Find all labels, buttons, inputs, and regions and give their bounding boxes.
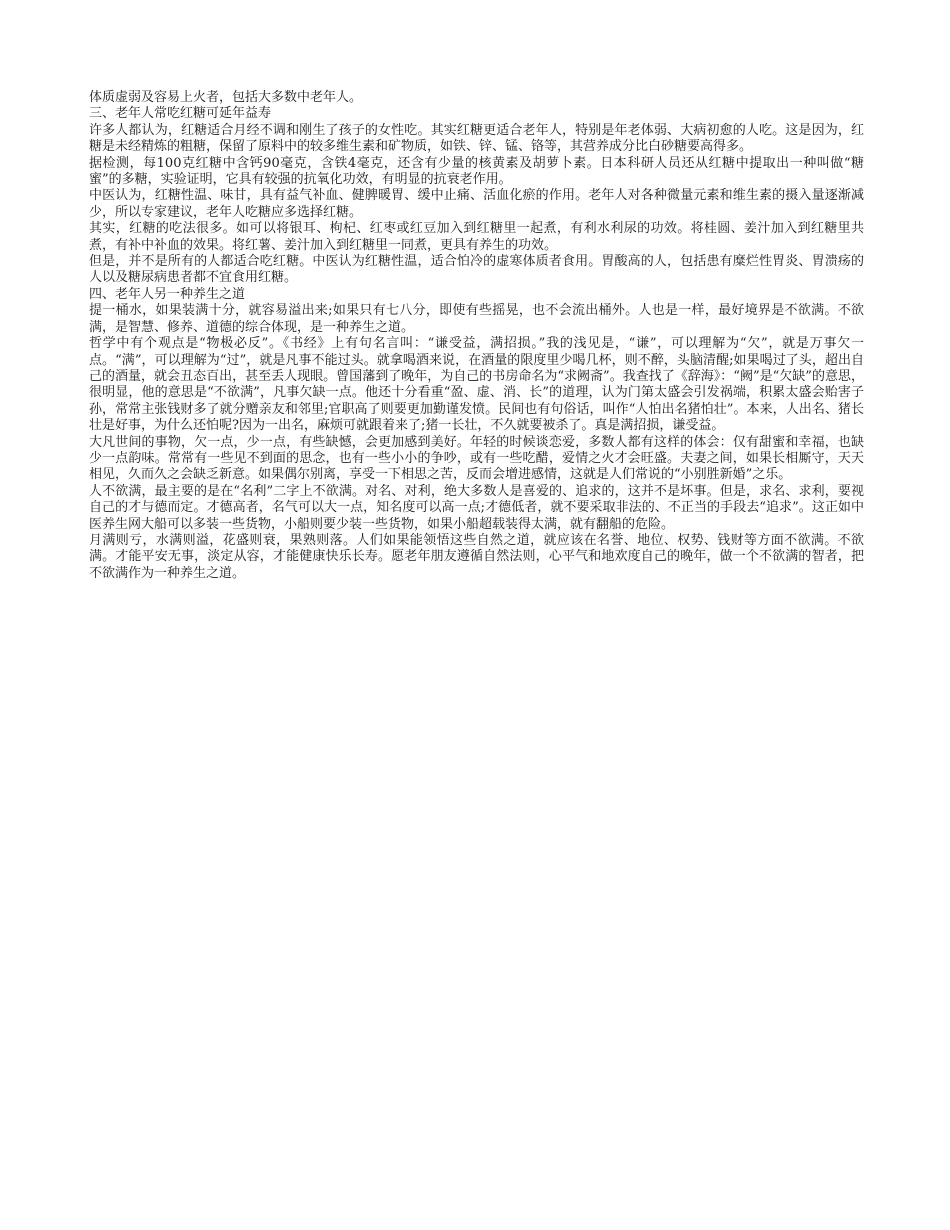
paragraph: 其实，红糖的吃法很多。如可以将银耳、枸杞、红枣或红豆加入到红糖里一起煮，有利水利尿的功效。将桂圆、姜汁加入到红糖里共煮，有补中补血的效果。将红薯、姜汁加入到红糖里一同煮，更具有养生的功效。 (89, 221, 864, 253)
section-heading: 三、老年人常吃红糖可延年益寿 (89, 106, 272, 122)
paragraph: 人不欲满，最主要的是在“名利”二字上不欲满。对名、对利，绝大多数人是喜爱的、追求的，这并不是坏事。但是，求名、求利，要视自己的才与德而定。才德高者，名气可以大一点，知名度可以高一点;才德低者，就不要采取非法的、不正当的手段去“追求”。这正如中医养生网大船可以多装一些货物，小船则要少装一些货物，如果小船超载装得太满，就有翻船的危险。 (89, 483, 864, 532)
paragraph: 中医认为，红糖性温、味甘，具有益气补血、健脾暖胃、缓中止痛、活血化瘀的作用。老年人对各种微量元素和维生素的摄入量逐渐减少，所以专家建议，老年人吃糖应多选择红糖。 (89, 188, 864, 220)
paragraph: 大凡世间的事物，欠一点，少一点，有些缺憾，会更加感到美好。年轻的时候谈恋爱，多数人都有这样的体会：仅有甜蜜和幸福，也缺少一点韵味。常常有一些见不到面的思念，也有一些小小的争吵，或有一些吃醋，爱情之火才会旺盛。夫妻之间，如果长相厮守，天天相见，久而久之会缺乏新意。如果偶尔别离，享受一下相思之苦，反而会增进感情，这就是人们常说的“小别胜新婚”之乐。 (89, 434, 864, 483)
section-heading: 四、老年人另一种养生之道 (89, 286, 246, 302)
paragraph: 但是，并不是所有的人都适合吃红糖。中医认为红糖性温，适合怕冷的虚寒体质者食用。胃酸高的人，包括患有糜烂性胃炎、胃溃疡的人以及糖尿病患者都不宜食用红糖。 (89, 254, 864, 286)
paragraph: 体质虚弱及容易上火者，包括大多数中老年人。 (89, 90, 363, 105)
paragraph: 据检测，每100克红糖中含钙90毫克，含铁4毫克，还含有少量的核黄素及胡萝卜素。日本科研人员还从红糖中提取出一种叫做“糖蜜”的多糖，实验证明，它具有较强的抗氧化功效，有明显的抗衰老作用。 (89, 155, 864, 188)
paragraph: 许多人都认为，红糖适合月经不调和刚生了孩子的女性吃。其实红糖更适合老年人，特别是年老体弱、大病初愈的人吃。这是因为，红糖是未经精炼的粗糖，保留了原料中的较多维生素和矿物质，如铁、锌、锰、铬等，其营养成分比白砂糖要高得多。 (89, 122, 864, 155)
paragraph: 哲学中有个观点是“物极必反”。《书经》上有句名言叫：“谦受益，满招损。”我的浅见是，“谦”，可以理解为“欠”，就是万事欠一点。“满”，可以理解为“过”，就是凡事不能过头。就拿喝酒来说，在酒量的限度里少喝几杯，则不醉，头脑清醒;如果喝过了头，超出自己的酒量，就会丑态百出，甚至丢人现眼。曾国藩到了晚年，为自己的书房命名为“求阙斋”。我查找了《辞海》：“阙”是“欠缺”的意思，很明显，他的意思是“不欲满”，凡事欠缺一点。他还十分看重“盈、虚、消、长”的道理，认为门第太盛会引发祸端，积累太盛会贻害子孙，常常主张钱财多了就分赠亲友和邻里;官职高了则要更加勤谨发愤。民间也有句俗话，叫作“人怕出名猪怕壮”。本来，人出名、猪长壮是好事，为什么还怕呢?因为一出名，麻烦可就跟着来了;猪一长壮，不久就要被杀了。真是满招损，谦受益。 (89, 336, 864, 434)
paragraph: 提一桶水，如果装满十分，就容易溢出来;如果只有七八分，即使有些摇晃，也不会流出桶外。人也是一样，最好境界是不欲满。不欲满，是智慧、修养、道德的综合体现，是一种养生之道。 (89, 303, 864, 335)
paragraph: 月满则亏，水满则溢，花盛则衰，果熟则落。人们如果能领悟这些自然之道，就应该在名誉、地位、权势、钱财等方面不欲满。不欲满。才能平安无事，淡定从容，才能健康快乐长寿。愿老年朋友遵循自然法则，心平气和地欢度自己的晚年，做一个不欲满的智者，把不欲满作为一种养生之道。 (89, 532, 864, 581)
document-body (89, 90, 864, 582)
